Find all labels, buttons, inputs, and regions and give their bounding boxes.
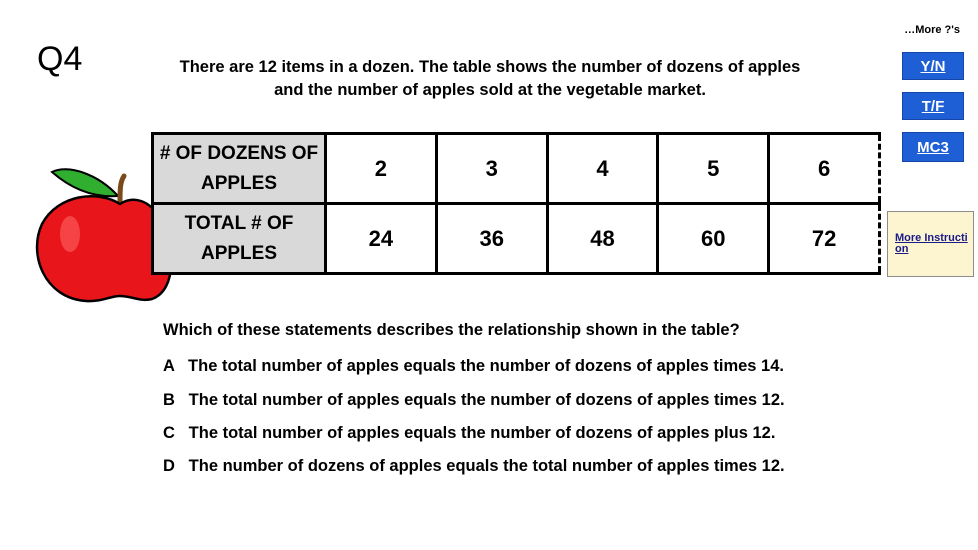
table-cell: 6 (769, 134, 880, 204)
table-cell: 60 (658, 204, 769, 274)
table-cell: 24 (326, 204, 437, 274)
answer-choice-c[interactable]: C The total number of apples equals the number of dozens of apples plus 12. (163, 424, 776, 442)
question-text: Which of these statements describes the relationship shown in the table? (163, 321, 740, 339)
answer-choice-b[interactable]: B The total number of apples equals the number of dozens of apples times 12. (163, 391, 785, 409)
more-questions-link[interactable]: …More ?'s (904, 24, 960, 36)
table-cell: 48 (547, 204, 658, 274)
answer-choice-a[interactable]: A The total number of apples equals the number of dozens of apples times 14. (163, 357, 784, 375)
table-cell: 5 (658, 134, 769, 204)
table-cell: 2 (326, 134, 437, 204)
question-number: Q4 (37, 40, 83, 78)
true-false-button[interactable]: T/F (902, 92, 964, 120)
row-header-total: TOTAL # OF APPLES (153, 204, 326, 274)
table-row (153, 134, 880, 204)
intro-text: There are 12 items in a dozen. The table shows the number of dozens of apples and the number of apples sold at the vegetable market. (179, 58, 801, 99)
yes-no-button[interactable]: Y/N (902, 52, 964, 80)
table-cell: 3 (436, 134, 547, 204)
data-table (151, 132, 881, 275)
table-cell: 72 (769, 204, 880, 274)
table-cell: 36 (436, 204, 547, 274)
table-row (153, 204, 880, 274)
row-header-dozens: # OF DOZENS OF APPLES (153, 134, 326, 204)
answer-choice-d[interactable]: D The number of dozens of apples equals the total number of apples times 12. (163, 457, 785, 475)
more-instruction-button[interactable]: More Instruction (887, 211, 974, 277)
multiple-choice-button[interactable]: MC3 (902, 132, 964, 162)
table-cell: 4 (547, 134, 658, 204)
